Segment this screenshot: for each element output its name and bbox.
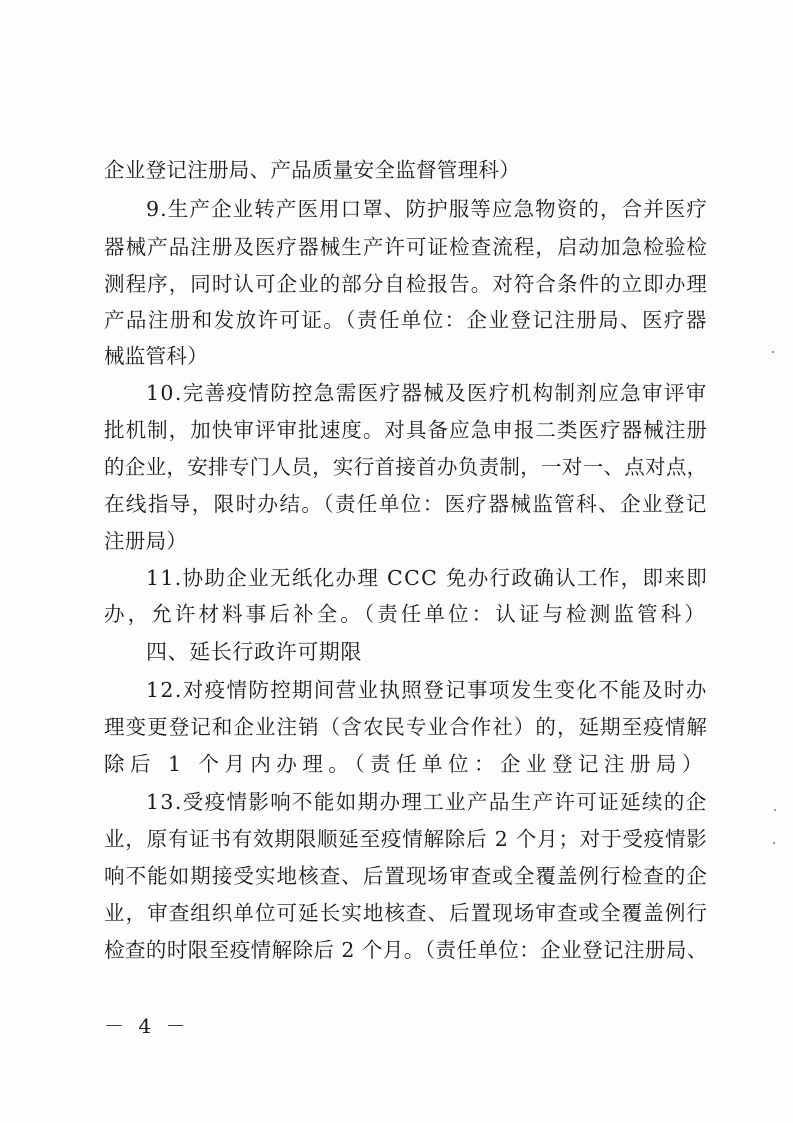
text-line: 测程序，同时认可企业的部分自检报告。对符合条件的立即办理 — [104, 272, 708, 296]
section-heading: 四、延长行政许可期限 — [146, 640, 362, 664]
text-line: 业，原有证书有效期限顺延至疫情解除后 2 个月；对于受疫情影 — [104, 827, 708, 851]
text-line: 在线指导，限时办结。（责任单位：医疗器械监管科、企业登记 — [104, 492, 708, 516]
text-line: 注册局） — [104, 529, 188, 553]
text-line: 理变更登记和企业注销（含农民专业合作社）的，延期至疫情解 — [104, 715, 708, 739]
scan-speck — [772, 351, 774, 353]
text-line: 办，允许材料事后补全。（责任单位：认证与检测监管科） — [104, 602, 708, 626]
text-line: 10.完善疫情防控急需医疗器械及医疗机构制剂应急审评审 — [146, 381, 708, 405]
page-number: － 4 － — [104, 1014, 190, 1038]
scan-speck — [774, 809, 776, 811]
text-line: 批机制，加快审评审批速度。对具备应急申报二类医疗器械注册 — [104, 418, 708, 442]
text-line: 检查的时限至疫情解除后 2 个月。（责任单位：企业登记注册局、 — [104, 938, 708, 962]
text-line: 响不能如期接受实地核查、后置现场审查或全覆盖例行检查的企 — [104, 864, 708, 888]
text-line: 的企业，安排专门人员，实行首接首办负责制，一对一、点对点， — [104, 455, 708, 479]
text-line: 器械产品注册及医疗器械生产许可证检查流程，启动加急检验检 — [104, 235, 708, 259]
text-line: 械监管科） — [104, 344, 208, 368]
text-line: 业，审查组织单位可延长实地核查、后置现场审查或全覆盖例行 — [104, 901, 708, 925]
text-line: 13.受疫情影响不能如期办理工业产品生产许可证延续的企 — [146, 790, 708, 814]
text-line: 企业登记注册局、产品质量安全监督管理科） — [104, 158, 520, 182]
text-line: 除后 1 个月内办理。（责任单位：企业登记注册局） — [104, 752, 708, 776]
text-line: 11.协助企业无纸化办理 CCC 免办行政确认工作，即来即 — [146, 566, 709, 590]
scan-speck — [773, 842, 775, 844]
text-line: 产品注册和发放许可证。（责任单位：企业登记注册局、医疗器 — [104, 308, 708, 332]
text-line: 12.对疫情防控期间营业执照登记事项发生变化不能及时办 — [146, 678, 708, 702]
text-line: 9.生产企业转产医用口罩、防护服等应急物资的，合并医疗 — [146, 197, 709, 221]
